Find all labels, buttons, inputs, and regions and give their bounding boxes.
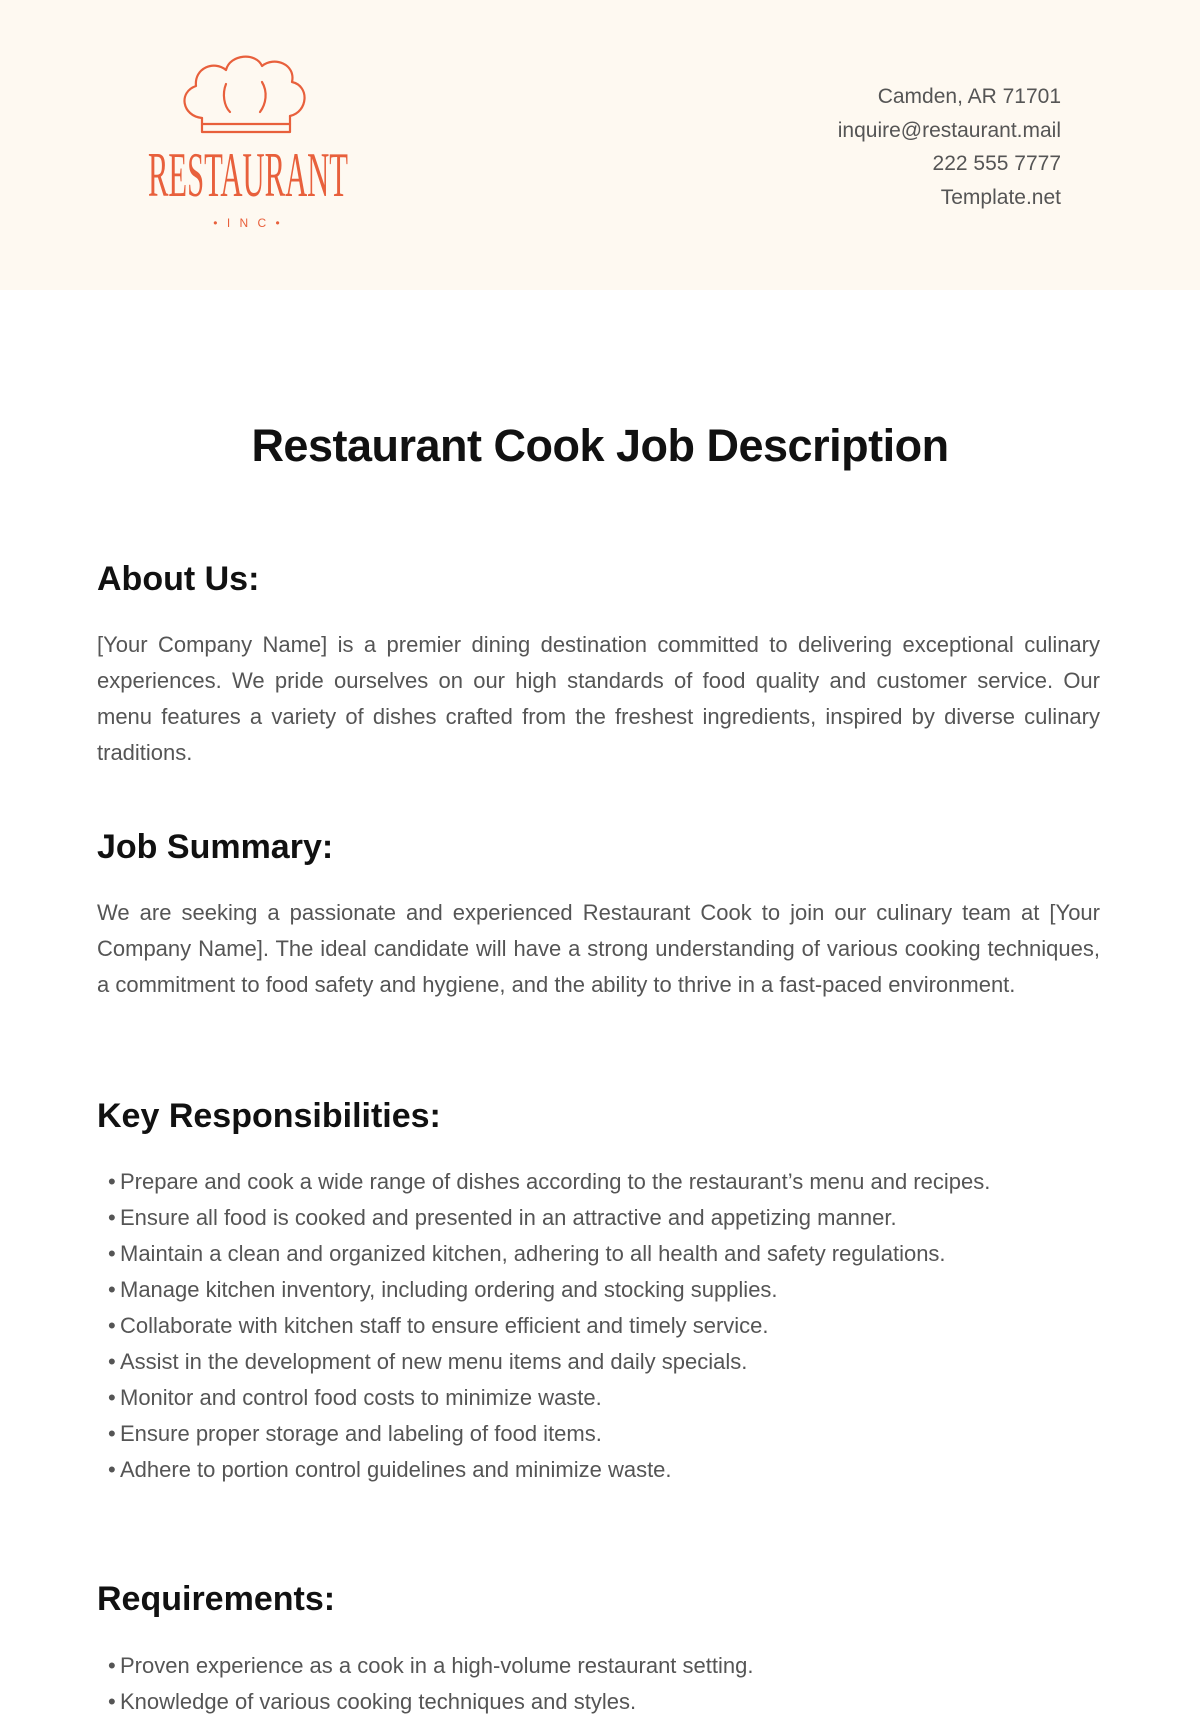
- contact-address: Camden, AR 71701: [877, 85, 1061, 108]
- summary-heading: Job Summary:: [97, 828, 334, 866]
- contact-phone: 222 555 7777: [932, 152, 1061, 175]
- list-item: • Prepare and cook a wide range of dishes according to the restaurant’s menu and recipes.: [108, 1164, 1075, 1200]
- list-item: • Knowledge of various cooking techniques and styles.: [108, 1684, 1075, 1720]
- logo-wordmark: RESTAURANT: [148, 139, 348, 210]
- contact-website[interactable]: Template.net: [940, 185, 1061, 209]
- list-item: • Collaborate with kitchen staff to ensure efficient and timely service.: [108, 1308, 1075, 1344]
- list-item: • Maintain a clean and organized kitchen, adhering to all health and safety regulations.: [108, 1236, 1075, 1272]
- requirements-heading: Requirements:: [97, 1580, 336, 1618]
- logo-subtext: • I N C •: [213, 216, 283, 230]
- contact-block: [838, 80, 1061, 214]
- list-item: • Monitor and control food costs to minimize waste.: [108, 1380, 1075, 1416]
- list-item: • Adhere to portion control guidelines and minimize waste.: [108, 1452, 1075, 1488]
- chef-hat-icon: [185, 57, 305, 132]
- about-body: [Your Company Name] is a premier dining destination committed to delivering exceptional culinary experiences. We pride ourselves on our high standards of food quality and customer service. Our menu features a variety of dishes crafted from the freshest ingredients, inspired by diverse culinary traditions.: [97, 632, 1100, 765]
- list-item: • Assist in the development of new menu items and daily specials.: [108, 1344, 1075, 1380]
- about-heading: About Us:: [97, 560, 260, 598]
- letterhead: [0, 0, 1200, 290]
- list-item: • Ensure proper storage and labeling of food items.: [108, 1416, 1075, 1452]
- list-item: • Ensure all food is cooked and presented in an attractive and appetizing manner.: [108, 1200, 1075, 1236]
- page-title: Restaurant Cook Job Description: [251, 420, 949, 471]
- list-item: • Proven experience as a cook in a high-volume restaurant setting.: [108, 1648, 1075, 1684]
- requirements-list: [108, 1648, 1075, 1720]
- restaurant-logo: [130, 50, 370, 240]
- responsibilities-list: [108, 1164, 1075, 1488]
- responsibilities-heading: Key Responsibilities:: [97, 1097, 441, 1135]
- summary-body: We are seeking a passionate and experienced Restaurant Cook to join our culinary team at [Your Company Name]. The ideal candidate will have a strong understanding of various cooking techniques, a commitment to food safety and hygiene, and the ability to thrive in a fast-paced environment.: [97, 900, 1100, 997]
- list-item: • Manage kitchen inventory, including ordering and stocking supplies.: [108, 1272, 1075, 1308]
- contact-email[interactable]: inquire@restaurant.mail: [837, 118, 1061, 142]
